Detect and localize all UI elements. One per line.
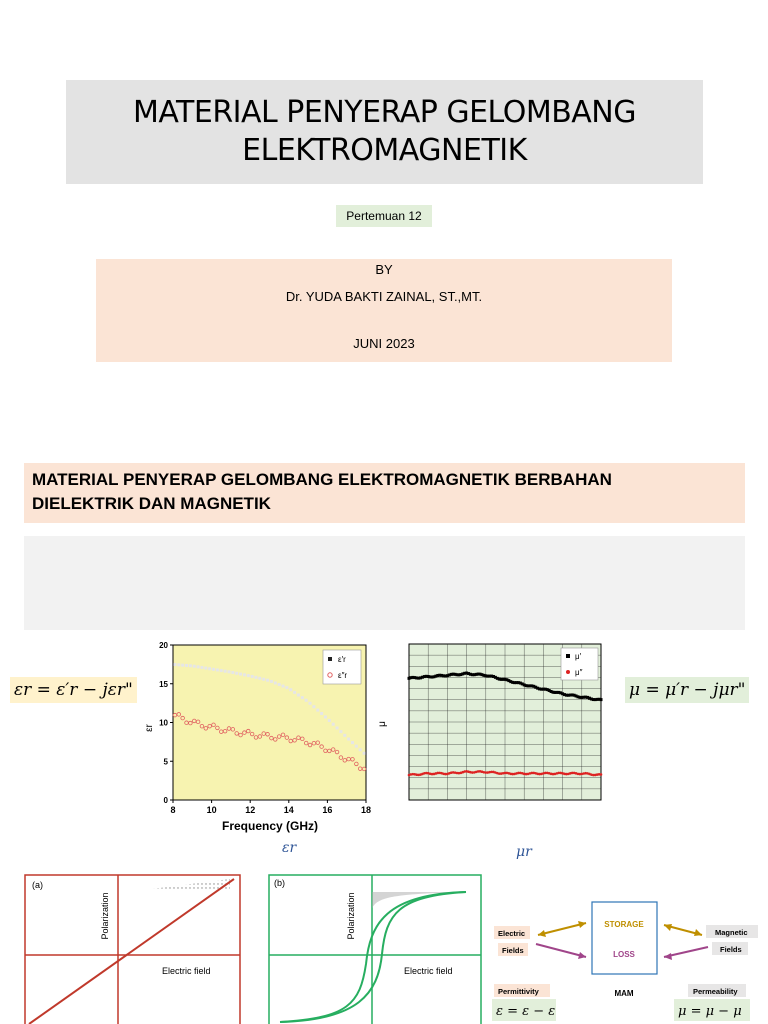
eps-real-point xyxy=(254,676,257,679)
fields-label-left: Fields xyxy=(502,946,524,955)
eps-real-point xyxy=(316,709,319,712)
permeability-chart xyxy=(375,642,605,804)
heading-line-2: DIELEKTRIK DAN MAGNETIK xyxy=(32,494,271,513)
x-axis-label-b: Electric field xyxy=(404,966,453,976)
eps-real-point xyxy=(289,688,292,691)
permeability-equation: μ = μ − μ xyxy=(678,1004,742,1019)
mam-label: MAM xyxy=(614,989,634,998)
eps-real-point xyxy=(309,702,312,705)
eps-real-point xyxy=(359,748,362,751)
mu-legend-2: μ″ xyxy=(575,668,583,677)
eps-x-tick-label: 8 xyxy=(170,805,176,815)
electric-loss-arrow xyxy=(536,944,586,957)
eps-real-point xyxy=(173,663,176,666)
eps-real-point xyxy=(293,691,296,694)
eps-real-point xyxy=(212,668,215,671)
eps-real-point xyxy=(216,668,219,671)
eps-real-point xyxy=(320,712,323,715)
eps-real-point xyxy=(274,681,277,684)
content-placeholder xyxy=(24,536,745,630)
eps-real-point xyxy=(227,670,230,673)
eps-real-point xyxy=(247,674,250,677)
date-label: JUNI 2023 xyxy=(353,336,415,351)
eps-real-point xyxy=(363,752,366,755)
eps-real-point xyxy=(239,673,242,676)
section-heading xyxy=(24,463,745,523)
eps-y-tick-label: 20 xyxy=(159,641,168,650)
by-label: BY xyxy=(375,262,393,277)
eps-real-point xyxy=(301,696,304,699)
mu-legend xyxy=(561,648,598,680)
eps-real-point xyxy=(355,745,358,748)
eps-x-axis-label: Frequency (GHz) xyxy=(221,819,319,833)
eps-real-point xyxy=(185,664,188,667)
permittivity-label: Permittivity xyxy=(498,987,539,996)
title-line-2: ELEKTROMAGNETIK xyxy=(242,133,527,168)
eps-y-tick-label: 15 xyxy=(159,679,168,689)
eps-real-point xyxy=(351,741,354,744)
mu-real-point xyxy=(600,698,603,701)
permeability-formula: μ = μ′r − jμr" xyxy=(625,677,749,703)
permeability-label: Permeability xyxy=(693,987,738,996)
author-box xyxy=(96,259,672,362)
eps-real-point xyxy=(332,723,335,726)
eps-real-point xyxy=(177,663,180,666)
eps-y-tick-label: 10 xyxy=(159,718,168,728)
author-name: Dr. YUDA BAKTI ZAINAL, ST.,MT. xyxy=(285,289,483,304)
eps-x-tick-label: 12 xyxy=(245,805,256,815)
eps-real-point xyxy=(305,699,308,702)
mam-diagram xyxy=(488,895,768,1024)
eps-x-tick-label: 18 xyxy=(360,805,372,815)
eps-real-point xyxy=(285,686,288,689)
slide-title xyxy=(66,80,703,184)
eps-real-point xyxy=(324,715,327,718)
storage-label: STORAGE xyxy=(604,920,644,929)
fields-label-right: Fields xyxy=(720,945,742,954)
eps-real-point xyxy=(224,670,227,673)
eps-legend-1: ε′r xyxy=(338,655,346,664)
eps-real-point xyxy=(200,666,203,669)
eps-real-point xyxy=(297,693,300,696)
eps-real-point xyxy=(339,730,342,733)
eps-caption: εr xyxy=(282,840,297,856)
mam-box xyxy=(592,902,657,974)
y-axis-label-b: Polarization xyxy=(346,892,356,940)
eps-real-point xyxy=(189,664,192,667)
eps-real-point xyxy=(258,677,261,680)
eps-real-point xyxy=(278,683,281,686)
permittivity-formula: εr = ε′r − jεr" xyxy=(10,677,137,703)
mu-imag-point xyxy=(600,773,603,776)
x-axis-label-a: Electric field xyxy=(162,966,211,976)
eps-real-point xyxy=(220,669,223,672)
linear-polarization-diagram xyxy=(24,874,242,1024)
electric-storage-arrow xyxy=(538,923,586,935)
hysteresis-diagram xyxy=(268,874,484,1024)
permittivity-chart xyxy=(140,636,375,836)
panel-b-label: (b) xyxy=(274,878,285,888)
panel-a-label: (a) xyxy=(32,880,43,890)
eps-real-point xyxy=(282,685,285,688)
title-line-1: MATERIAL PENYERAP GELOMBANG xyxy=(132,95,636,130)
mu-y-axis-label: μ xyxy=(377,721,388,727)
magnetic-label: Magnetic xyxy=(715,928,748,937)
eps-real-point xyxy=(328,719,331,722)
y-axis-label-a: Polarization xyxy=(100,892,110,940)
eps-real-point xyxy=(235,672,238,675)
eps-real-point xyxy=(270,680,273,683)
electric-label: Electric xyxy=(498,929,526,938)
eps-x-tick-label: 16 xyxy=(322,805,333,815)
eps-real-point xyxy=(197,665,200,668)
eps-x-tick-label: 10 xyxy=(206,805,217,815)
eps-real-point xyxy=(181,664,184,667)
heading-line-1: MATERIAL PENYERAP GELOMBANG ELEKTROMAGNETIK BERBAHAN xyxy=(32,470,612,489)
eps-real-point xyxy=(347,738,350,741)
eps-x-tick-label: 14 xyxy=(283,805,294,815)
eps-real-point xyxy=(231,671,234,674)
eps-y-axis-label: εr xyxy=(144,724,155,732)
eps-y-tick-label: 5 xyxy=(163,757,168,767)
eps-real-point xyxy=(243,673,246,676)
eps-real-point xyxy=(193,665,196,668)
eps-y-tick-label: 0 xyxy=(163,796,168,805)
eps-real-point xyxy=(343,734,346,737)
eps-legend xyxy=(323,650,361,684)
eps-legend-2: ε″r xyxy=(338,671,348,680)
mu-caption: μr xyxy=(516,844,532,860)
eps-real-point xyxy=(208,667,211,670)
mu-legend-1: μ′ xyxy=(575,652,582,661)
eps-real-point xyxy=(251,675,254,678)
eps-real-point xyxy=(312,705,315,708)
eps-real-point xyxy=(204,667,207,670)
eps-real-point xyxy=(266,679,269,682)
meeting-label: Pertemuan 12 xyxy=(336,205,432,227)
permittivity-equation: ε = ε − ε xyxy=(496,1004,556,1019)
eps-real-point xyxy=(336,726,339,729)
eps-real-point xyxy=(262,678,265,681)
loss-label: LOSS xyxy=(613,950,635,959)
